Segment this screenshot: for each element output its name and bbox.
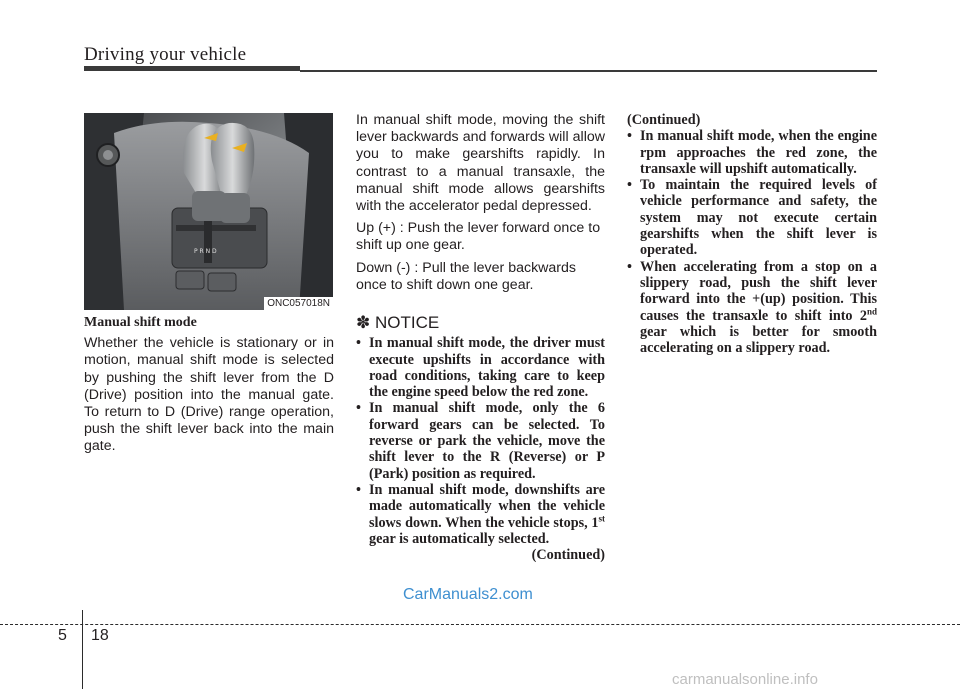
notice-item: • In manual shift mode, downshifts are made automatically when the vehicle slows down. When the vehicle stops, 1st gear is automatically selected. — [356, 481, 605, 547]
notice-item: • In manual shift mode, when the engine rpm approaches the red zone, the transaxle will upshift automatically. — [627, 128, 877, 177]
down-term: Down (-) : — [356, 259, 419, 276]
watermark-carmanuals2[interactable]: CarManuals2.com — [403, 586, 533, 603]
down-definition — [356, 260, 605, 294]
notice-symbol-icon: ✽ — [356, 313, 371, 333]
column-2 — [356, 112, 605, 563]
shift-lever-photo — [84, 113, 333, 310]
footer-vertical-rule — [82, 610, 83, 689]
header-rule-thick — [84, 66, 300, 71]
manual-shift-description: In manual shift mode, moving the shift lever backwards and forwards will allow you to make gearshifts rapidly. In contrast to a manual transaxle, the manual shift mode allows gearshifts with the accelerator pedal depressed. — [356, 112, 605, 215]
up-description: Push the lever forward once to shift up one gear. — [356, 220, 601, 254]
footer-dashed-rule — [0, 624, 960, 625]
column-3 — [627, 112, 877, 356]
bullet-icon: • — [356, 335, 361, 352]
bullet-icon: • — [356, 400, 361, 417]
notice-item: • In manual shift mode, the driver must execute upshifts in accordance with road conditions, taking care to keep the engine speed below the red zone. — [356, 335, 605, 401]
chapter-number: 5 — [58, 627, 67, 644]
continued-notice-list — [627, 128, 877, 356]
continued-heading: (Continued) — [627, 112, 701, 128]
continued-label: (Continued) — [531, 547, 605, 564]
notice-heading — [356, 314, 605, 331]
header-rule-thin — [300, 70, 877, 72]
notice-title: NOTICE — [374, 313, 440, 333]
section-title: Driving your vehicle — [84, 44, 247, 65]
down-description: Pull the lever backwards once to shift down one gear. — [356, 259, 577, 293]
bullet-icon: • — [356, 481, 361, 498]
watermark-carmanualsonline[interactable]: carmanualsonline.info — [672, 671, 818, 688]
up-term: Up (+) : — [356, 220, 404, 237]
page-number: 18 — [91, 627, 109, 644]
bullet-icon: • — [627, 258, 632, 275]
shift-lever-illustration — [84, 113, 333, 310]
notice-list — [356, 335, 605, 547]
up-definition — [356, 220, 605, 254]
bullet-icon: • — [627, 128, 632, 145]
svg-text:P R N D: P R N D — [194, 248, 217, 255]
notice-item: • When accelerating from a stop on a slippery road, push the shift lever forward into the +(up) position. This causes the transaxle to shift into 2nd gear which is better for smooth accelerating on a slippery road. — [627, 258, 877, 357]
notice-item: • To maintain the required levels of vehicle performance and safety, the system may not execute certain gearshifts when the shift lever is operated. — [627, 177, 877, 259]
notice-item: • In manual shift mode, only the 6 forward gears can be selected. To reverse or park the vehicle, move the shift lever to the R (Reverse) or P (Park) position as required. — [356, 400, 605, 482]
manual-shift-intro: Whether the vehicle is stationary or in motion, manual shift mode is selected by pushing the shift lever from the D (Drive) position into the manual gate. To return to D (Drive) range operation, push the shift lever back into the main gate. — [84, 335, 334, 455]
image-code: ONC057018N — [264, 297, 333, 310]
subheading-manual-shift-mode: Manual shift mode — [84, 315, 197, 330]
column-1 — [84, 314, 334, 456]
bullet-icon: • — [627, 177, 632, 194]
